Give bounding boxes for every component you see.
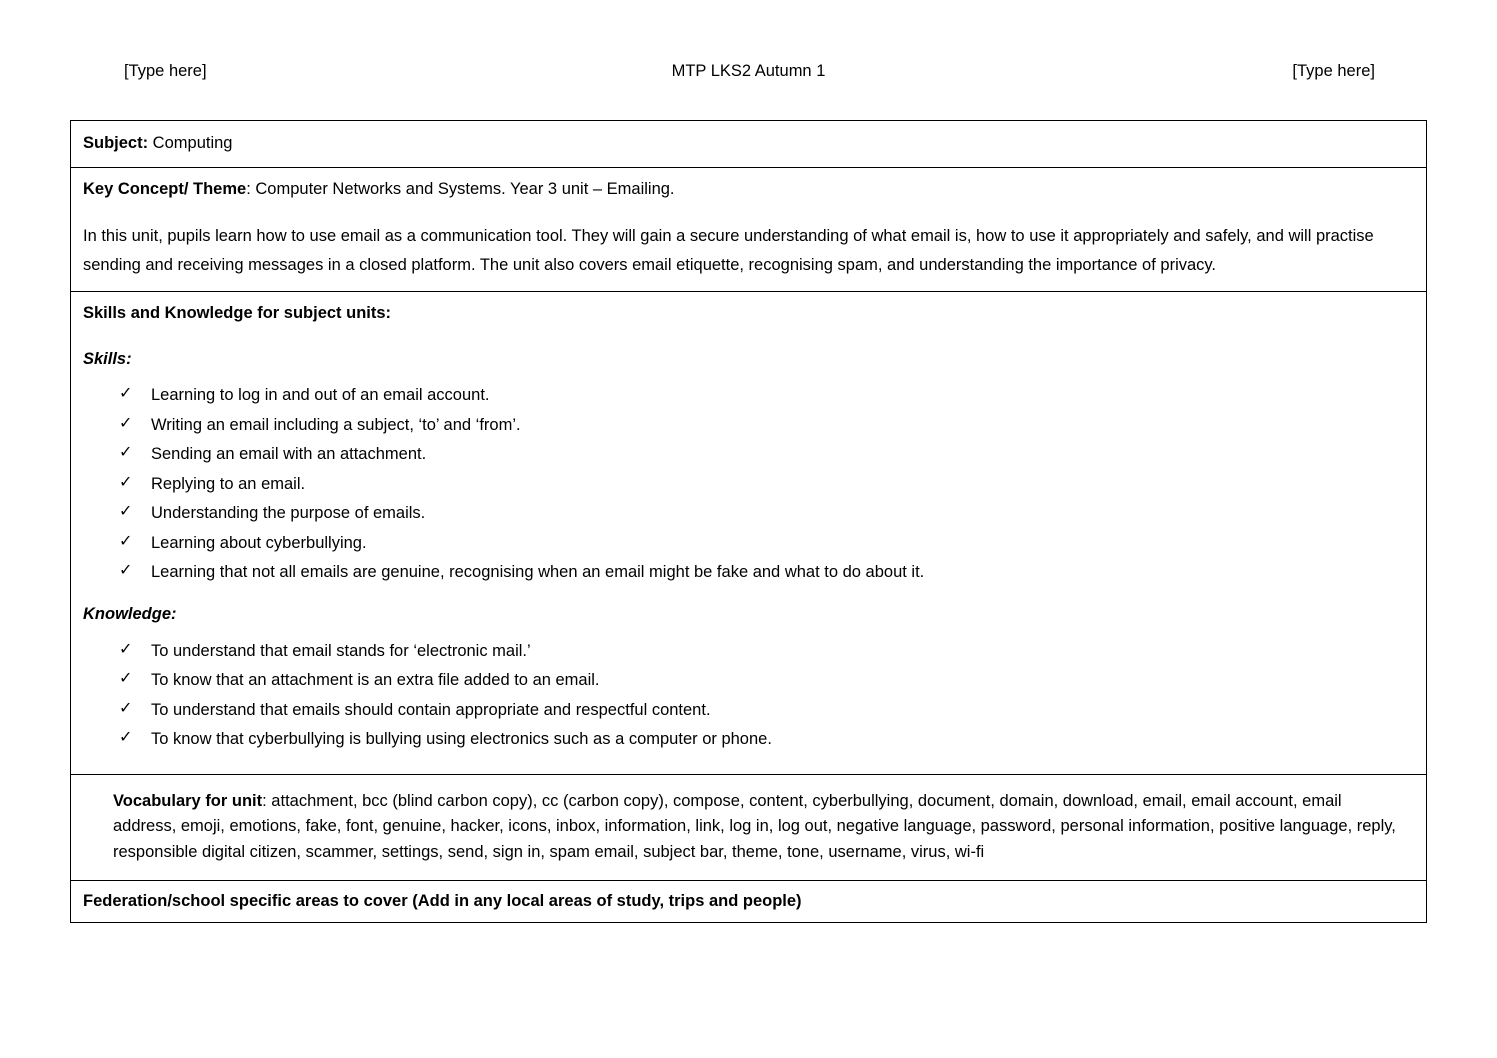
tick-icon: ✓ — [119, 699, 133, 717]
skills-knowledge-cell — [71, 292, 1426, 774]
list-item — [119, 473, 1414, 493]
tick-icon: ✓ — [119, 532, 133, 550]
list-item-label: To understand that emails should contain appropriate and respectful content. — [151, 700, 711, 719]
table-row-vocabulary — [71, 775, 1426, 881]
list-item — [119, 505, 1414, 522]
key-concept-cell — [71, 168, 1426, 291]
vocabulary-label: Vocabulary for unit — [113, 791, 263, 810]
list-item — [119, 699, 1414, 719]
list-item-label: Learning to log in and out of an email account. — [151, 386, 490, 405]
table-row-skills-knowledge — [71, 292, 1426, 775]
subject-cell — [71, 121, 1426, 167]
list-item — [119, 532, 1414, 552]
unit-plan-table — [70, 120, 1427, 923]
list-item-label: Sending an email with an attachment. — [151, 445, 427, 464]
list-item-label: To know that an attachment is an extra file added to an email. — [151, 671, 600, 690]
list-item-label: To know that cyberbullying is bullying using electronics such as a computer or phone. — [151, 730, 772, 749]
tick-icon: ✓ — [119, 385, 133, 403]
list-item-label: To understand that email stands for ‘electronic mail.’ — [151, 641, 531, 660]
skills-subheading: Skills: — [83, 349, 132, 368]
page-header — [70, 58, 1427, 84]
tick-icon: ✓ — [119, 640, 133, 658]
vocabulary-cell — [71, 775, 1426, 880]
table-row-subject — [71, 121, 1426, 168]
list-item — [119, 731, 1414, 748]
subject-value: Computing — [148, 134, 233, 152]
knowledge-subheading: Knowledge: — [83, 604, 177, 623]
table-row-federation — [71, 881, 1426, 922]
list-item — [119, 564, 1414, 581]
subject-label: Subject: — [83, 134, 149, 152]
header-right-placeholder: [Type here] — [1292, 61, 1375, 80]
tick-icon: ✓ — [119, 444, 133, 462]
list-item-label: Learning that not all emails are genuine, recognising when an email might be fake and what to do about it. — [151, 563, 925, 582]
list-item-label: Learning about cyberbullying. — [151, 533, 367, 552]
knowledge-list — [83, 640, 1414, 749]
key-concept-value: : Computer Networks and Systems. Year 3 unit – Emailing. — [246, 179, 675, 198]
skills-knowledge-heading: Skills and Knowledge for subject units: — [83, 303, 392, 322]
list-item-label: Understanding the purpose of emails. — [151, 504, 426, 523]
tick-icon: ✓ — [119, 473, 133, 491]
tick-icon: ✓ — [119, 729, 133, 747]
list-item — [119, 446, 1414, 463]
list-item — [119, 387, 1414, 404]
key-concept-label: Key Concept/ Theme — [83, 179, 247, 198]
key-concept-body: In this unit, pupils learn how to use email as a communication tool. They will gain a secure understanding of what email is, how to use it appropriately and safely, and will practise sending and receiving messages in a closed platform. The unit also covers email etiquette, recognising spam, and understanding the importance of privacy. — [83, 226, 1374, 274]
table-row-key-concept — [71, 168, 1426, 292]
tick-icon: ✓ — [119, 670, 133, 688]
list-item — [119, 414, 1414, 434]
list-item — [119, 640, 1414, 660]
tick-icon: ✓ — [119, 414, 133, 432]
tick-icon: ✓ — [119, 503, 133, 521]
list-item-label: Writing an email including a subject, ‘to’ and ‘from’. — [151, 415, 521, 434]
list-item-label: Replying to an email. — [151, 474, 306, 493]
header-left-placeholder: [Type here] — [124, 61, 207, 80]
skills-list — [83, 387, 1414, 581]
list-item — [119, 672, 1414, 689]
header-title: MTP LKS2 Autumn 1 — [671, 61, 826, 80]
tick-icon: ✓ — [119, 562, 133, 580]
vocabulary-value: : attachment, bcc (blind carbon copy), cc (carbon copy), compose, content, cyberbullying, document, domain, download, email, email account, email address, emoji, emotions, fake, font, genuine, hacker, icons, inbox, information, link, log in, log out, negative language, password, personal information, positive language, reply, responsible digital citizen, scammer, settings, send, sign in, spam email, subject bar, theme, tone, username, virus, wi-fi — [113, 791, 1396, 861]
key-concept-line — [83, 178, 1414, 202]
federation-cell: Federation/school specific areas to cover (Add in any local areas of study, trips and people) — [83, 891, 802, 910]
